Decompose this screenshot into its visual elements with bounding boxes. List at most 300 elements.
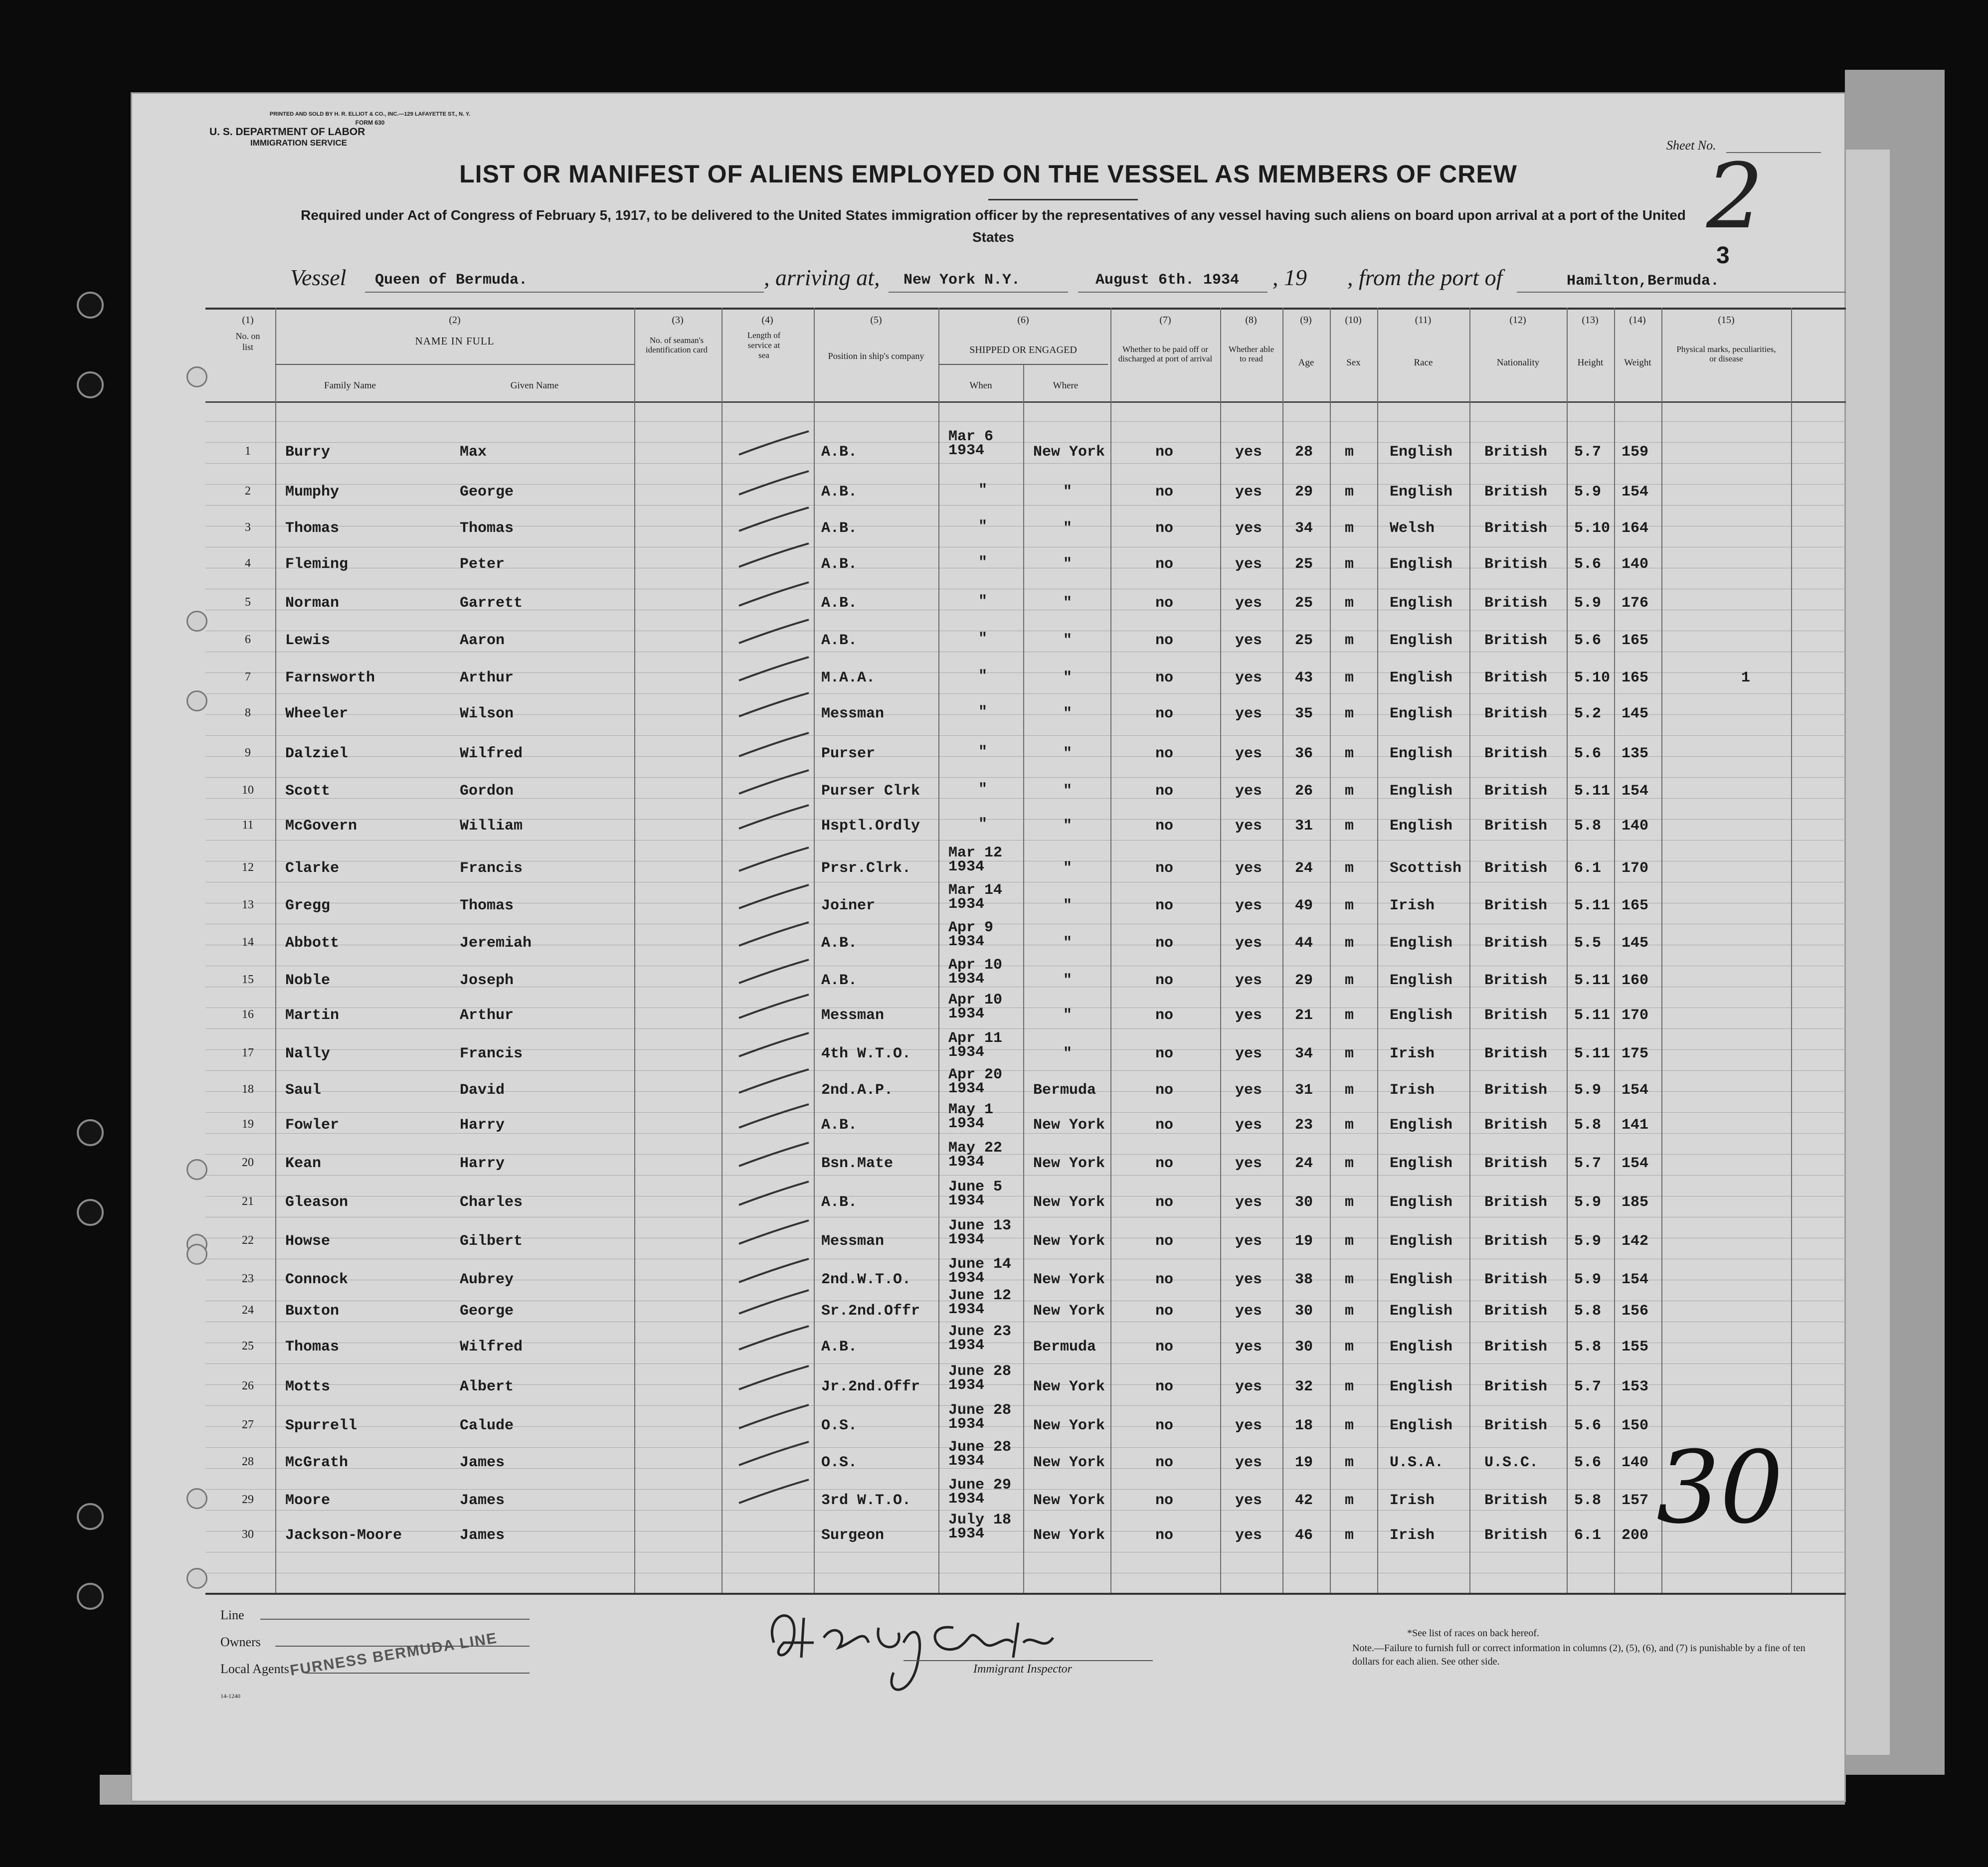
cell-paid: no — [1155, 1155, 1174, 1172]
check-mark-icon — [736, 882, 811, 912]
cell-where: New York — [1033, 444, 1105, 461]
check-mark-icon — [736, 469, 811, 499]
cell-weight: 145 — [1622, 705, 1649, 722]
cell-paid: no — [1155, 1194, 1174, 1211]
col-physical-marks-header: Physical marks, peculiarities, or disease — [1676, 344, 1776, 363]
row-number: 25 — [242, 1340, 254, 1353]
cell-sex: m — [1345, 632, 1354, 649]
ruled-line — [205, 1028, 1846, 1029]
cell-paid: no — [1155, 745, 1174, 762]
col-shipped-where-header: Where — [1053, 380, 1079, 391]
cell-age: 28 — [1295, 444, 1313, 461]
cell-nationality: British — [1484, 1527, 1548, 1544]
binder-hole — [186, 1244, 207, 1265]
column-number: (15) — [1718, 315, 1735, 326]
table-top-rule — [205, 308, 1846, 310]
cell-position: 2nd.A.P. — [821, 1082, 894, 1099]
column-rule — [1330, 308, 1331, 1593]
cell-nationality: British — [1484, 1194, 1548, 1211]
line-label: Line — [220, 1608, 244, 1622]
ruled-line — [205, 840, 1846, 841]
row-number: 1 — [245, 445, 251, 458]
cell-age: 36 — [1295, 745, 1313, 762]
check-mark-icon — [736, 768, 811, 798]
cell-read: yes — [1235, 1194, 1263, 1211]
cell-where: New York — [1033, 1271, 1105, 1288]
column-number: (11) — [1415, 315, 1432, 326]
cell-given: George — [460, 1303, 514, 1320]
cell-family: Thomas — [285, 520, 340, 537]
col-race-header: Race — [1414, 357, 1433, 368]
binder-hole — [77, 1119, 104, 1146]
ruled-line — [205, 442, 1846, 443]
cell-when: Apr 10 1934 — [948, 992, 1003, 1022]
binder-hole — [77, 1199, 104, 1226]
cell-age: 24 — [1295, 1155, 1313, 1172]
row-number: 7 — [245, 671, 251, 683]
column-number: (5) — [870, 315, 882, 326]
cell-family: Wheeler — [285, 705, 349, 722]
check-mark-icon — [736, 1102, 811, 1132]
cell-sex: m — [1345, 1339, 1354, 1356]
cell-height: 5.6 — [1574, 745, 1602, 762]
agent-stamp: FURNESS BERMUDA LINE — [289, 1630, 499, 1679]
sheet-number-label: Sheet No. — [1666, 138, 1716, 153]
cell-where: " — [1063, 484, 1073, 501]
cell-age: 34 — [1295, 1045, 1313, 1062]
arriving-port: New York N.Y. — [904, 272, 1021, 289]
cell-height: 5.10 — [1574, 520, 1611, 537]
cell-nationality: British — [1484, 745, 1548, 762]
ruled-line — [205, 1363, 1846, 1364]
cell-age: 49 — [1295, 897, 1313, 914]
cell-age: 23 — [1295, 1117, 1313, 1134]
cell-read: yes — [1235, 520, 1263, 537]
cell-read: yes — [1235, 1155, 1263, 1172]
cell-height: 5.11 — [1574, 1007, 1611, 1024]
cell-given: Wilfred — [460, 1339, 523, 1356]
vessel-name: Queen of Bermuda. — [375, 272, 528, 289]
year-label: , 19 — [1272, 265, 1307, 290]
cell-when: May 22 1934 — [948, 1140, 1003, 1171]
cell-where: New York — [1033, 1155, 1105, 1172]
col-position-header: Position in ship's company — [828, 351, 924, 361]
check-mark-icon — [736, 1030, 811, 1060]
cell-paid: no — [1155, 1045, 1174, 1062]
ruled-line — [205, 777, 1846, 778]
cell-weight: 135 — [1622, 745, 1649, 762]
cell-height: 5.8 — [1574, 1303, 1602, 1320]
cell-weight: 154 — [1622, 484, 1649, 501]
column-rule — [1567, 308, 1568, 1593]
cell-paid: no — [1155, 1117, 1174, 1134]
cell-weight: 156 — [1622, 1303, 1649, 1320]
cell-family: Saul — [285, 1082, 322, 1099]
cell-paid: no — [1155, 897, 1174, 914]
cell-weight: 200 — [1622, 1527, 1649, 1544]
cell-when: June 12 1934 — [948, 1287, 1012, 1318]
cell-given: Harry — [460, 1117, 505, 1134]
ruled-line — [205, 1405, 1846, 1406]
cell-position: A.B. — [821, 632, 858, 649]
cell-height: 5.7 — [1574, 1378, 1602, 1395]
binder-hole — [186, 690, 207, 711]
cell-when: June 5 1934 — [948, 1179, 1003, 1209]
cell-position: O.S. — [821, 1417, 858, 1434]
cell-sex: m — [1345, 1082, 1354, 1099]
cell-sex: m — [1345, 1378, 1354, 1395]
cell-height: 5.8 — [1574, 1492, 1602, 1509]
cell-where: " — [1063, 935, 1073, 952]
col-weight-header: Weight — [1624, 357, 1651, 368]
cell-read: yes — [1235, 484, 1263, 501]
cell-when: Mar 14 1934 — [948, 882, 1003, 913]
cell-paid: no — [1155, 1378, 1174, 1395]
column-number: (6) — [1017, 315, 1029, 326]
cell-where: " — [1063, 818, 1073, 835]
cell-where: Bermuda — [1033, 1339, 1096, 1356]
cell-read: yes — [1235, 1454, 1263, 1471]
cell-age: 21 — [1295, 1007, 1313, 1024]
cell-where: " — [1063, 745, 1073, 762]
row-number: 23 — [242, 1272, 254, 1285]
typed-sheet-number: 3 — [1716, 242, 1730, 269]
cell-sex: m — [1345, 935, 1354, 952]
row-number: 21 — [242, 1195, 254, 1208]
column-rule — [938, 308, 939, 1593]
row-number: 28 — [242, 1455, 254, 1468]
cell-given: David — [460, 1082, 505, 1099]
cell-where: " — [1063, 860, 1073, 877]
cell-read: yes — [1235, 1492, 1263, 1509]
cell-where: " — [1063, 670, 1073, 686]
cell-when: " — [978, 593, 988, 610]
cell-age: 32 — [1295, 1378, 1313, 1395]
cell-where: " — [1063, 1045, 1073, 1062]
check-mark-icon — [736, 992, 811, 1022]
col-service-header: Length of service at sea — [747, 331, 781, 360]
cell-given: Gordon — [460, 783, 514, 800]
cell-where: " — [1063, 705, 1073, 722]
column-number: (2) — [449, 315, 461, 326]
cell-position: Messman — [821, 1007, 885, 1024]
cell-race: Irish — [1390, 1492, 1435, 1509]
cell-race: Irish — [1390, 897, 1435, 914]
cell-sex: m — [1345, 1454, 1354, 1471]
cell-family: Nally — [285, 1045, 331, 1062]
cell-race: English — [1390, 1417, 1453, 1434]
cell-family: Motts — [285, 1378, 331, 1395]
cell-where: " — [1063, 1007, 1073, 1024]
row-number: 10 — [242, 784, 254, 797]
ruled-line — [205, 505, 1846, 506]
check-mark-icon — [736, 1402, 811, 1432]
cell-family: Farnsworth — [285, 670, 375, 686]
cell-race: English — [1390, 444, 1453, 461]
cell-race: Irish — [1390, 1082, 1435, 1099]
col-age-header: Age — [1298, 357, 1314, 368]
cell-age: 34 — [1295, 520, 1313, 537]
cell-family: Spurrell — [285, 1417, 358, 1434]
column-rule — [1110, 308, 1111, 1593]
cell-family: Abbott — [285, 935, 340, 952]
cell-family: Lewis — [285, 632, 331, 649]
cell-height: 5.8 — [1574, 1339, 1602, 1356]
cell-nationality: British — [1484, 670, 1548, 686]
cell-given: James — [460, 1454, 505, 1471]
handwritten-sheet-number: 2 — [1706, 145, 1764, 249]
cell-position: Surgeon — [821, 1527, 885, 1544]
cell-sex: m — [1345, 484, 1354, 501]
check-mark-icon — [736, 429, 811, 459]
cell-weight: 154 — [1622, 1082, 1649, 1099]
cell-race: English — [1390, 705, 1453, 722]
cell-weight: 170 — [1622, 1007, 1649, 1024]
column-rule — [814, 308, 815, 1593]
cell-nationality: British — [1484, 556, 1548, 573]
cell-age: 38 — [1295, 1271, 1313, 1288]
cell-given: Calude — [460, 1417, 514, 1434]
cell-weight: 140 — [1622, 556, 1649, 573]
cell-nationality: British — [1484, 520, 1548, 537]
row-number: 24 — [242, 1304, 254, 1317]
cell-where: New York — [1033, 1303, 1105, 1320]
cell-read: yes — [1235, 1233, 1263, 1250]
col-nationality-header: Nationality — [1496, 357, 1540, 368]
vessel-label: Vessel — [290, 265, 347, 290]
cell-race: English — [1390, 745, 1453, 762]
cell-height: 5.7 — [1574, 1155, 1602, 1172]
races-note: *See list of races on back hereof. — [1407, 1628, 1539, 1639]
cell-when: " — [978, 631, 988, 648]
cell-position: Jr.2nd.Offr — [821, 1378, 920, 1395]
cell-family: McGovern — [285, 818, 358, 835]
cell-paid: no — [1155, 1492, 1174, 1509]
row-number: 6 — [245, 633, 251, 646]
cell-age: 43 — [1295, 670, 1313, 686]
cell-paid: no — [1155, 444, 1174, 461]
cell-paid: no — [1155, 705, 1174, 722]
cell-given: William — [460, 818, 523, 835]
check-mark-icon — [736, 655, 811, 684]
cell-read: yes — [1235, 745, 1263, 762]
cell-weight: 165 — [1622, 670, 1649, 686]
cell-race: English — [1390, 632, 1453, 649]
cell-race: English — [1390, 783, 1453, 800]
col-name-header: NAME IN FULL — [415, 335, 495, 347]
cell-paid: no — [1155, 1417, 1174, 1434]
cell-age: 31 — [1295, 1082, 1313, 1099]
ruled-line — [205, 1070, 1846, 1071]
column-rule — [275, 308, 276, 1593]
cell-weight: 164 — [1622, 520, 1649, 537]
cell-when: June 28 1934 — [948, 1363, 1012, 1394]
cell-when: Apr 11 1934 — [948, 1030, 1003, 1061]
cell-age: 18 — [1295, 1417, 1313, 1434]
cell-read: yes — [1235, 1417, 1263, 1434]
cell-sex: m — [1345, 1045, 1354, 1062]
cell-read: yes — [1235, 1082, 1263, 1099]
cell-sex: m — [1345, 860, 1354, 877]
cell-given: James — [460, 1527, 505, 1544]
column-rule — [1661, 308, 1662, 1593]
ruled-line — [205, 1489, 1846, 1490]
cell-where: " — [1063, 897, 1073, 914]
check-mark-icon — [736, 920, 811, 950]
check-mark-icon — [736, 730, 811, 760]
cell-sex: m — [1345, 1117, 1354, 1134]
cell-position: 2nd.W.T.O. — [821, 1271, 911, 1288]
cell-sex: m — [1345, 1271, 1354, 1288]
col-no-header: No. on list — [235, 331, 260, 352]
col-sex-header: Sex — [1346, 357, 1361, 368]
cell-height: 5.10 — [1574, 670, 1611, 686]
cell-nationality: British — [1484, 1233, 1548, 1250]
cell-given: Peter — [460, 556, 505, 573]
cell-weight: 165 — [1622, 897, 1649, 914]
cell-position: Purser Clrk — [821, 783, 920, 800]
cell-where: New York — [1033, 1194, 1105, 1211]
cell-sex: m — [1345, 783, 1354, 800]
cell-race: English — [1390, 935, 1453, 952]
cell-weight: 153 — [1622, 1378, 1649, 1395]
cell-race: Welsh — [1390, 520, 1435, 537]
ruled-line — [205, 693, 1846, 694]
col-shipped-when-header: When — [969, 380, 992, 391]
cell-given: Thomas — [460, 897, 514, 914]
cell-height: 5.8 — [1574, 818, 1602, 835]
cell-when: June 13 1934 — [948, 1217, 1012, 1248]
column-number: (13) — [1582, 315, 1599, 326]
cell-family: Moore — [285, 1492, 331, 1509]
row-number: 15 — [242, 973, 254, 986]
cell-race: English — [1390, 1117, 1453, 1134]
cell-when: June 23 1934 — [948, 1323, 1012, 1354]
cell-paid: no — [1155, 595, 1174, 612]
cell-height: 5.11 — [1574, 972, 1611, 989]
cell-nationality: British — [1484, 1339, 1548, 1356]
cell-height: 5.9 — [1574, 1082, 1602, 1099]
col-given-name-header: Given Name — [510, 380, 559, 391]
cell-nationality: British — [1484, 783, 1548, 800]
cell-given: Albert — [460, 1378, 514, 1395]
cell-position: Joiner — [821, 897, 876, 914]
cell-read: yes — [1235, 1271, 1263, 1288]
cell-race: English — [1390, 1007, 1453, 1024]
cell-position: Bsn.Mate — [821, 1155, 894, 1172]
cell-nationality: British — [1484, 1082, 1548, 1099]
cell-nationality: British — [1484, 1155, 1548, 1172]
col-paid-off-header: Whether to be paid off or discharged at port of arrival — [1118, 344, 1213, 363]
cell-read: yes — [1235, 1527, 1263, 1544]
binder-hole — [77, 1503, 104, 1530]
cell-weight: 142 — [1622, 1233, 1649, 1250]
cell-weight: 160 — [1622, 972, 1649, 989]
cell-position: 4th W.T.O. — [821, 1045, 911, 1062]
cell-paid: no — [1155, 1082, 1174, 1099]
cell-position: Sr.2nd.Offr — [821, 1303, 920, 1320]
cell-age: 30 — [1295, 1303, 1313, 1320]
cell-race: English — [1390, 1271, 1453, 1288]
cell-position: Hsptl.Ordly — [821, 818, 920, 835]
column-rule — [1791, 308, 1792, 1593]
cell-given: Thomas — [460, 520, 514, 537]
ruled-line — [205, 1175, 1846, 1176]
cell-family: Martin — [285, 1007, 340, 1024]
row-number: 12 — [242, 861, 254, 874]
arrival-date: August 6th. 1934 — [1095, 272, 1240, 289]
cell-paid: no — [1155, 1233, 1174, 1250]
row-number: 17 — [242, 1046, 254, 1059]
cell-read: yes — [1235, 670, 1263, 686]
cell-paid: no — [1155, 632, 1174, 649]
form-code: 14-1240 — [220, 1693, 240, 1699]
cell-weight: 154 — [1622, 1155, 1649, 1172]
cell-height: 5.7 — [1574, 444, 1602, 461]
cell-given: Jeremiah — [460, 935, 532, 952]
cell-weight: 185 — [1622, 1194, 1649, 1211]
cell-age: 35 — [1295, 705, 1313, 722]
cell-family: McGrath — [285, 1454, 349, 1471]
cell-race: English — [1390, 1194, 1453, 1211]
check-mark-icon — [736, 1288, 811, 1318]
cell-nationality: British — [1484, 1303, 1548, 1320]
cell-position: A.B. — [821, 1117, 858, 1134]
cell-height: 5.8 — [1574, 1117, 1602, 1134]
cell-when: " — [978, 518, 988, 535]
inspector-signature — [754, 1583, 1103, 1702]
check-mark-icon — [736, 1256, 811, 1286]
cell-weight: 140 — [1622, 1454, 1649, 1471]
cell-nationality: British — [1484, 484, 1548, 501]
cell-family: Fleming — [285, 556, 349, 573]
cell-sex: m — [1345, 818, 1354, 835]
cell-when: Apr 9 1934 — [948, 919, 994, 950]
cell-given: Francis — [460, 1045, 523, 1062]
cell-where: New York — [1033, 1417, 1105, 1434]
cell-read: yes — [1235, 556, 1263, 573]
ruled-line — [205, 1447, 1846, 1448]
cell-weight: 159 — [1622, 444, 1649, 461]
cell-position: A.B. — [821, 444, 858, 461]
cell-family: Mumphy — [285, 484, 340, 501]
cell-nationality: U.S.C. — [1484, 1454, 1539, 1471]
cell-family: Burry — [285, 444, 331, 461]
cell-nationality: British — [1484, 632, 1548, 649]
cell-nationality: British — [1484, 897, 1548, 914]
check-mark-icon — [736, 1140, 811, 1170]
cell-paid: no — [1155, 1271, 1174, 1288]
cell-weight: 145 — [1622, 935, 1649, 952]
cell-nationality: British — [1484, 1045, 1548, 1062]
cell-age: 29 — [1295, 972, 1313, 989]
col-height-header: Height — [1577, 357, 1604, 368]
check-mark-icon — [736, 690, 811, 720]
cell-weight: 154 — [1622, 783, 1649, 800]
cell-position: A.B. — [821, 972, 858, 989]
cell-age: 25 — [1295, 632, 1313, 649]
column-rule — [1469, 308, 1470, 1593]
cell-when: " — [978, 744, 988, 761]
cell-paid: no — [1155, 1527, 1174, 1544]
cell-sex: m — [1345, 1194, 1354, 1211]
cell-age: 30 — [1295, 1194, 1313, 1211]
cell-height: 5.9 — [1574, 595, 1602, 612]
service-label: IMMIGRATION SERVICE — [250, 138, 347, 148]
cell-paid: no — [1155, 484, 1174, 501]
cell-nationality: British — [1484, 1007, 1548, 1024]
cell-position: A.B. — [821, 1339, 858, 1356]
